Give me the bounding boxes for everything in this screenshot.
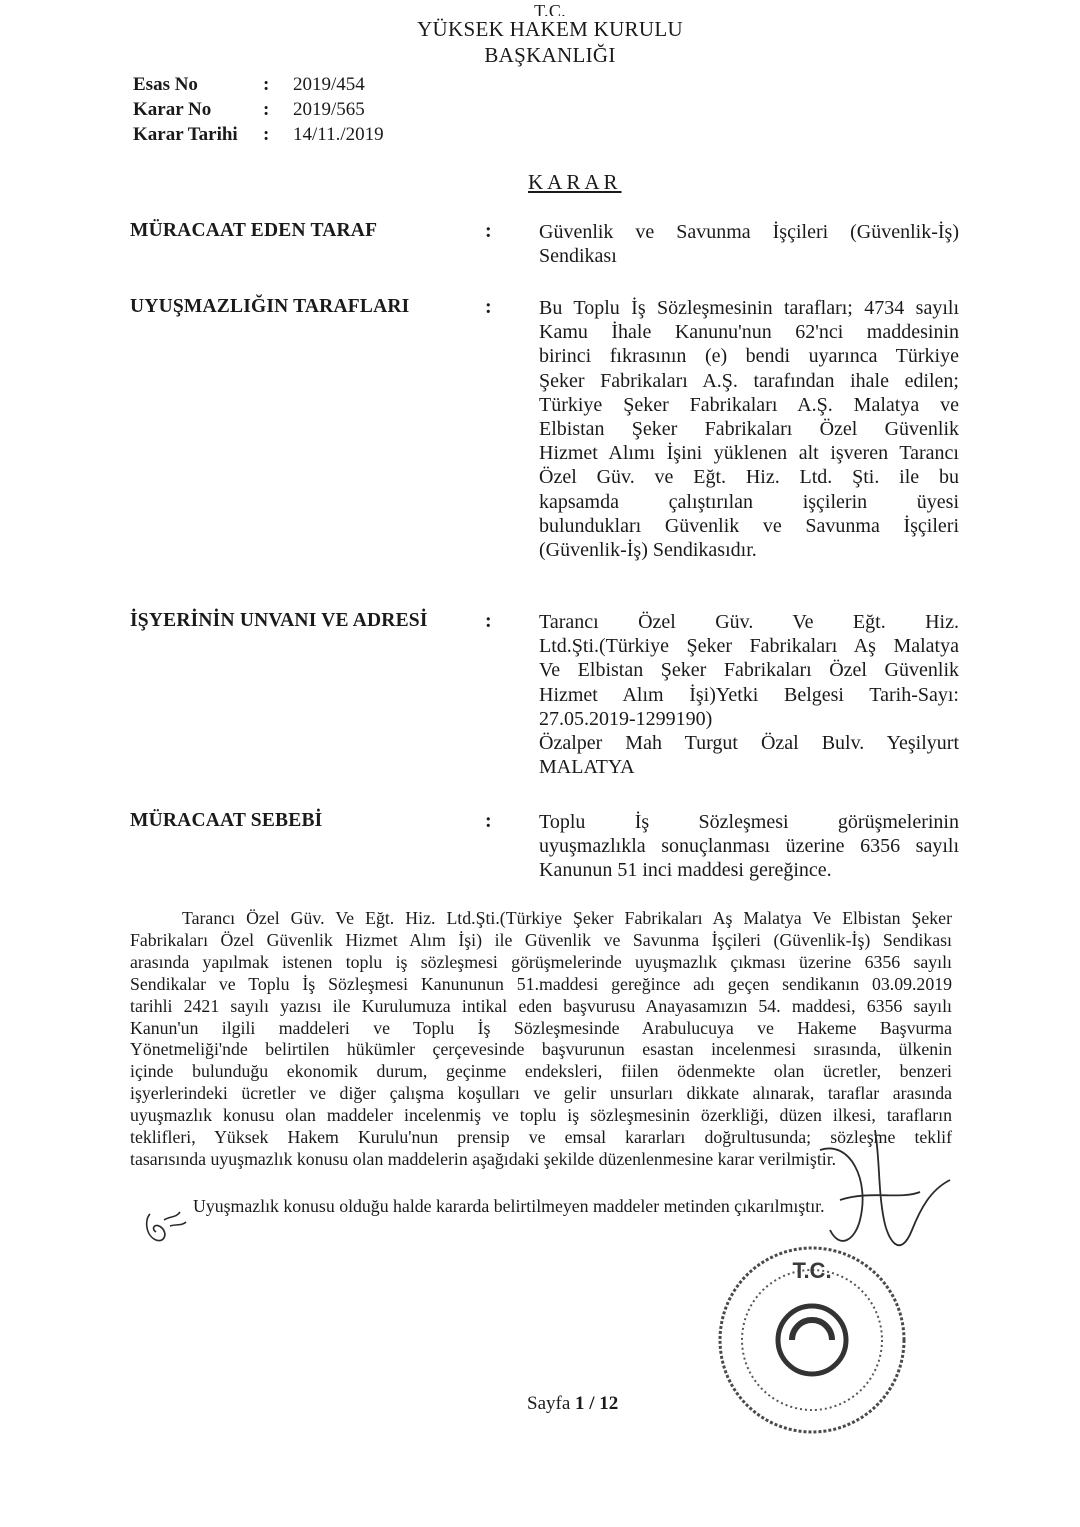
section-colon: : (485, 296, 492, 318)
section-line: Şeker Fabrikaları A.Ş. tarafından ihale edilen; (539, 369, 959, 392)
section-line: Tarancı Özel Güv. Ve Eğt. Hiz. (539, 611, 959, 633)
section-value (539, 296, 959, 562)
section-line: Türkiye Şeker Fabrikaları A.Ş. Malatya ve (539, 393, 959, 416)
meta-row-karar (133, 97, 384, 122)
section-line: Özalper Mah Turgut Özal Bulv. Yeşilyurt (539, 732, 959, 755)
meta-label: Karar No (133, 99, 212, 120)
section-line: Toplu İş Sözleşmesi görüşmelerinin (539, 811, 959, 833)
section-line: bulundukları Güvenlik ve Savunma İşçileri (539, 514, 959, 537)
section-line: 27.05.2019-1299190) (539, 707, 713, 730)
meta-colon: : (263, 99, 270, 120)
header-department: BAŞKANLIĞI (484, 43, 616, 67)
section-line: birinci fıkrasının (e) bendi uyarınca Türkiye (539, 345, 959, 368)
page-total: 12 (599, 1393, 619, 1414)
section-line: Bu Toplu İş Sözleşmesinin tarafları; 4734 sayılı (539, 297, 959, 319)
body-line: içinde bulunduğu ekonomik durum, geçinme endeksleri, fiilen ödenmekte olan ücretler, benzeri (130, 1061, 952, 1082)
body-line: işyerlerindeki ücretler ve diğer çalışma koşulları ve gelir unsurları dikkate alınarak, taraflar arasında (130, 1083, 952, 1104)
page-number (527, 1393, 618, 1415)
section-line: Ltd.Şti.(Türkiye Şeker Fabrikaları Aş Malatya (539, 635, 959, 658)
body-line: Tarancı Özel Güv. Ve Eğt. Hiz. Ltd.Şti.(Türkiye Şeker Fabrikaları Aş Malatya Ve Elbistan Şeker (182, 908, 952, 928)
section-line: Güvenlik ve Savunma İşçileri (Güvenlik-İş) (539, 221, 959, 243)
body-line: uyuşmazlık konusu olan maddeler incelenmiş ve toplu iş sözleşmesinin özerkliği, düzen ilkesi, tarafların (130, 1105, 952, 1126)
section-label: MÜRACAAT SEBEBİ (130, 810, 323, 831)
decision-title: KARAR (528, 170, 622, 194)
body-line: tarihli 2421 sayılı yazısı ile Kurulumuza intikal eden başvurusu Anayasamızın 54. maddesi, 6356 sayılı (130, 995, 952, 1016)
section-value (539, 610, 959, 779)
meta-colon: : (263, 124, 270, 145)
section-line: Elbistan Şeker Fabrikaları Özel Güvenlik (539, 418, 959, 441)
section-parties (130, 296, 960, 562)
section-line: uyuşmazlıkla sonuçlanması üzerine 6356 sayılı (539, 835, 959, 858)
section-colon: : (485, 220, 492, 242)
body-line: Fabrikaları Özel Güvenlik Hizmet Alım İşi) ile Güvenlik ve Savunma İşçileri (Güvenlik-İş) Sendikası (130, 929, 952, 950)
removed-articles-note: Uyuşmazlık konusu olduğu halde kararda belirtilmeyen maddeler metinden çıkarılmıştır. (193, 1196, 825, 1216)
header-institution: YÜKSEK HAKEM KURULU (417, 17, 683, 41)
section-line: Sendikası (539, 245, 617, 268)
page-prefix: Sayfa (527, 1393, 571, 1414)
body-line: arasında yapılmak istenen toplu iş sözleşmesi görüşmelerinde uyuşmazlık çıkması üzerine 6356 sayılı (130, 951, 952, 972)
body-line: Sendikalar ve Toplu İş Sözleşmesi Kanununun 51.maddesi gereğince adı geçen sendikanın 03.09.2019 (130, 973, 952, 994)
section-line: Kanunun 51 inci maddesi gereğince. (539, 859, 832, 882)
meta-colon: : (263, 74, 270, 95)
section-label: MÜRACAAT EDEN TARAF (130, 220, 378, 241)
case-metadata (133, 72, 384, 147)
official-stamp (712, 1240, 912, 1440)
section-line: Hizmet Alım İşi)Yetki Belgesi Tarih-Sayı: (539, 683, 959, 706)
body-line: Yönetmeliği'nde belirtilen hükümler çerçevesinde başvurunun esastan incelenmesi sırasında, ülkenin (130, 1039, 952, 1060)
section-value (539, 810, 959, 883)
stamp-text: T.C. (792, 1258, 832, 1283)
section-line: Hizmet Alımı İşini yüklenen alt işveren Tarancı (539, 442, 959, 465)
document-header (390, 2, 710, 68)
body-line: Kanun'un ilgili maddeleri ve Toplu İş Sözleşmesinde Arabulucuya ve Hakeme Başvurma (130, 1017, 952, 1038)
page-separator: / (589, 1393, 595, 1414)
section-colon: : (485, 610, 492, 632)
meta-label: Esas No (133, 74, 198, 95)
section-reason (130, 810, 960, 883)
section-label: İŞYERİNİN UNVANI VE ADRESİ (130, 610, 428, 631)
page-current: 1 (575, 1393, 585, 1414)
section-line: Kamu İhale Kanunu'nun 62'nci maddesinin (539, 321, 959, 344)
section-label: UYUŞMAZLIĞIN TARAFLARI (130, 296, 410, 317)
meta-value: 14/11./2019 (293, 124, 384, 145)
section-line: (Güvenlik-İş) Sendikasıdır. (539, 539, 757, 562)
body-line: teklifleri, Yüksek Hakem Kurulu'nun prensip ve emsal kararları doğrultusunda; sözleşme teklif (130, 1127, 952, 1148)
section-line: Özel Güv. ve Eğt. Hiz. Ltd. Şti. ile bu (539, 466, 959, 489)
section-colon: : (485, 810, 492, 832)
meta-row-date (133, 122, 384, 147)
section-value (539, 220, 959, 268)
header-tc: T.C. (534, 2, 566, 16)
meta-row-esas (133, 72, 384, 97)
body-line: tasarısında uyuşmazlık konusu olan maddelerin aşağıdaki şekilde düzenlenmesine karar verilmiştir. (130, 1148, 837, 1169)
section-line: MALATYA (539, 756, 635, 779)
section-line: Ve Elbistan Şeker Fabrikaları Özel Güvenlik (539, 659, 959, 682)
section-workplace (130, 610, 960, 779)
meta-value: 2019/454 (293, 74, 365, 95)
meta-value: 2019/565 (293, 99, 365, 120)
section-applicant (130, 220, 960, 268)
section-line: kapsamda çalıştırılan işçilerin üyesi (539, 490, 959, 513)
meta-label: Karar Tarihi (133, 124, 238, 145)
initials-mark (140, 1206, 192, 1248)
